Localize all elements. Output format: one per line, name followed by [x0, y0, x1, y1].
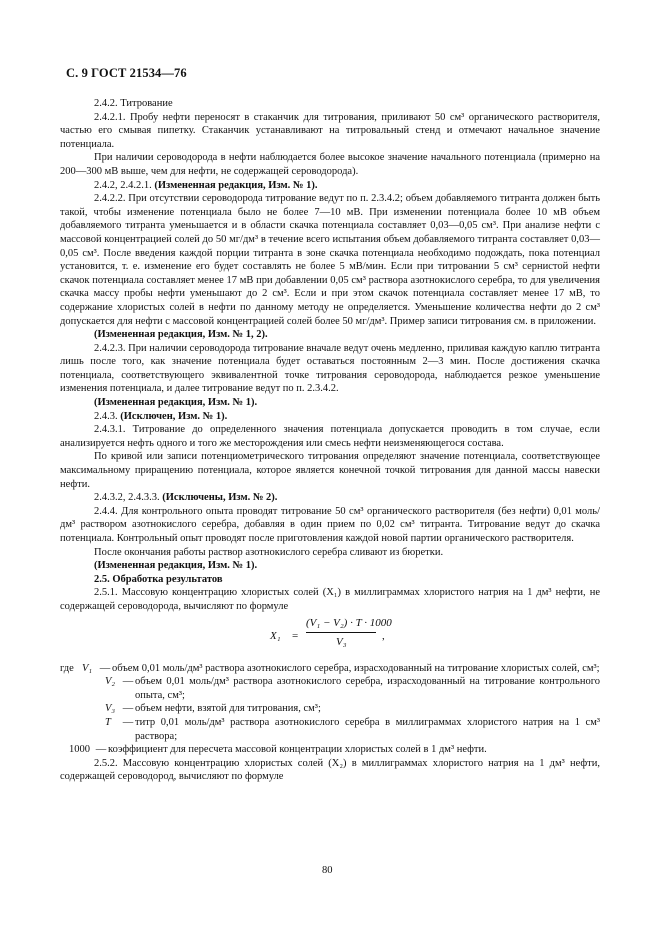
fraction-bar: [306, 632, 376, 633]
paragraph-2-4-3-1: 2.4.3.1. Титрование до определенного значения потенциала допускается проводить в том случае, если анализируется нефть одного и того же месторождения или смесь нефти неизменяющегося состава.: [60, 424, 600, 449]
paragraph-curve-note: По кривой или записи потенциометрического титрования определяют значение потенциала, соответствующее максимальному приращению потенциала, которое является конечной точкой титрования для данной массы навески нефти.: [60, 451, 600, 490]
formula-trailing-comma: ,: [382, 629, 385, 642]
definition-item: где V₁ — объем 0,01 моль/дм³ раствора азотнокислого серебра, израсходованный на титрование хлористых солей, см³;: [60, 662, 600, 674]
document-body: [60, 97, 600, 784]
paragraph-after-work: После окончания работы раствор азотнокислого серебра сливают из бюретки.: [94, 546, 444, 558]
definition-item: V₂ — объем 0,01 моль/дм³ раствора азотнокислого серебра, израсходованный на титрование контрольного опыта, см³;: [105, 676, 600, 701]
paragraph-2-4-3-2: 2.4.3.2, 2.4.3.3. (Исключены, Изм. № 2).: [94, 492, 278, 504]
page-header: С. 9 ГОСТ 21534—76: [66, 66, 187, 80]
paragraph-2-4-4: 2.4.4. Для контрольного опыта проводят титрование 50 см³ органического растворителя (без нефти) 0,01 моль/дм³ раствором азотнокислого серебра, добавляя в один прием по 0,02 см³ титранта. Титрование ведут до скачка потенциала. Контрольный опыт проводят после приготовления каждой новой партии органического растворителя.: [60, 505, 600, 544]
paragraph-2-4-2-1: 2.4.2.1. Пробу нефти переносят в стаканчик для титрования, приливают 50 см³ органического растворителя, частью его смывая пипетку. Стаканчик устанавливают на титровальный стенд и отмечают начальное значение потенциала.: [60, 111, 600, 150]
paragraph-amendment-1: 2.4.2, 2.4.2.1. (Измененная редакция, Изм. № 1).: [94, 179, 318, 191]
paragraph-2-5-1: 2.5.1. Массовую концентрацию хлористых солей (X₁) в миллиграммах хлористого натрия на 1 дм³ нефти, не содержащей сероводорода, вычисляют по формуле: [60, 587, 600, 612]
definition-text: коэффициент для пересчета массовой концентрации хлористых солей в 1 дм³ нефти.: [108, 744, 487, 756]
paragraph-amendment-1c: (Измененная редакция, Изм. № 1).: [94, 560, 258, 572]
definition-item: T — титр 0,01 моль/дм³ раствора азотнокислого серебра в миллиграммах хлористого натрия на 1 см³ раствора;: [105, 716, 600, 742]
paragraph-2-4-2-3: 2.4.2.3. При наличии сероводорода титрование вначале ведут очень медленно, приливая каждую каплю титранта лишь после того, как значение потенциала будет оставаться постоянным 2—3 мин. После достижения скачка потенциала, соответствующего эквивалентной точке титрования сероводорода, наблюдается резкое уменьшение изменения потенциала, и далее титрование ведут по п. 2.3.4.2.: [60, 342, 600, 395]
formula-numerator: (V₁ − V₂) · T · 1000: [306, 616, 392, 629]
paragraph-hydrogen-sulfide-note: При наличии сероводорода в нефти наблюдается более высокое значение начального потенциала (примерно на 200—300 мВ выше, чем для нефти, не содержащей сероводорода).: [60, 152, 600, 177]
definition-text: объем 0,01 моль/дм³ раствора азотнокислого серебра, израсходованный на титрование хлористых солей, см³;: [112, 662, 600, 674]
definition-text: титр 0,01 моль/дм³ раствора азотнокислого серебра в миллиграммах хлористого натрия на 1 см³ раствора;: [135, 716, 600, 742]
formula-x1: [60, 614, 600, 660]
page-number: 80: [322, 865, 333, 876]
definition-text: объем нефти, взятой для титрования, см³;: [135, 703, 321, 715]
definition-item: 1000 — коэффициент для пересчета массовой концентрации хлористых солей в 1 дм³ нефти.: [60, 743, 600, 757]
formula-equals: =: [292, 629, 299, 642]
definition-item: V₃ — объем нефти, взятой для титрования, см³;: [60, 702, 600, 716]
definition-symbol: V₂: [105, 676, 116, 688]
formula-lhs: X₁: [270, 629, 281, 642]
definition-text: объем 0,01 моль/дм³ раствора азотнокислого серебра, израсходованный на титрование контрольного опыта, см³;: [135, 676, 600, 701]
formula-denominator: V₃: [336, 635, 347, 648]
paragraph-titration-heading: 2.4.2. Титрование: [94, 98, 173, 109]
definition-symbol: V₁: [82, 662, 93, 674]
section-heading-results: 2.5. Обработка результатов: [94, 573, 223, 585]
definition-symbol: V₃: [105, 703, 116, 715]
paragraph-2-5-2: 2.5.2. Массовую концентрацию хлористых солей (X₂) в миллиграммах хлористого натрия на 1 дм³ нефти, содержащей сероводород, вычисляют по формуле: [60, 757, 600, 783]
paragraph-amendment-1-2: (Измененная редакция, Изм. № 1, 2).: [94, 329, 268, 341]
paragraph-2-4-3: 2.4.3. (Исключен, Изм. № 1).: [94, 410, 228, 422]
paragraph-amendment-1b: (Измененная редакция, Изм. № 1).: [94, 397, 258, 409]
definitions-list: [60, 662, 600, 757]
definition-symbol: 1000: [69, 744, 90, 756]
definition-symbol: T: [105, 716, 111, 728]
paragraph-2-4-2-2: 2.4.2.2. При отсутствии сероводорода титрование ведут по п. 2.3.4.2; объем добавляемого титранта должен быть такой, чтобы изменение потенциала было не более 7—10 мВ. При изменении потенциала более 10 мВ объем добавляемого титранта уменьшается и в области скачка потенциала составляет 0,03—0,05 см³. При анализе нефти с массовой концентрацией солей до 50 мг/дм³ в течение всего испытания объем добавляемого титранта составляет 0,03—0,05 см³. После введения каждой порции титранта в зоне скачка потенциала необходимо подождать, пока потенциал установится, т. е. изменение его будет составлять не более 5 мВ/мин. Если при титровании 5 см³ сернистой нефти скачок потенциала составляет менее 17 мВ при добавлении 0,05 см³ раствора азотнокислого серебра, то для увеличения скачка массу пробы нефти уменьшают до 2 см³. Если и при этом скачок потенциала составляет менее 17 мВ, то содержание хлористых солей в нефти по данному методу не определяется. Уменьшение количества нефти до 2 см³ допускается для нефти с массовой концентрацией солей более 50 мг/дм³. Пример записи титрования см. в приложении.: [60, 193, 600, 327]
